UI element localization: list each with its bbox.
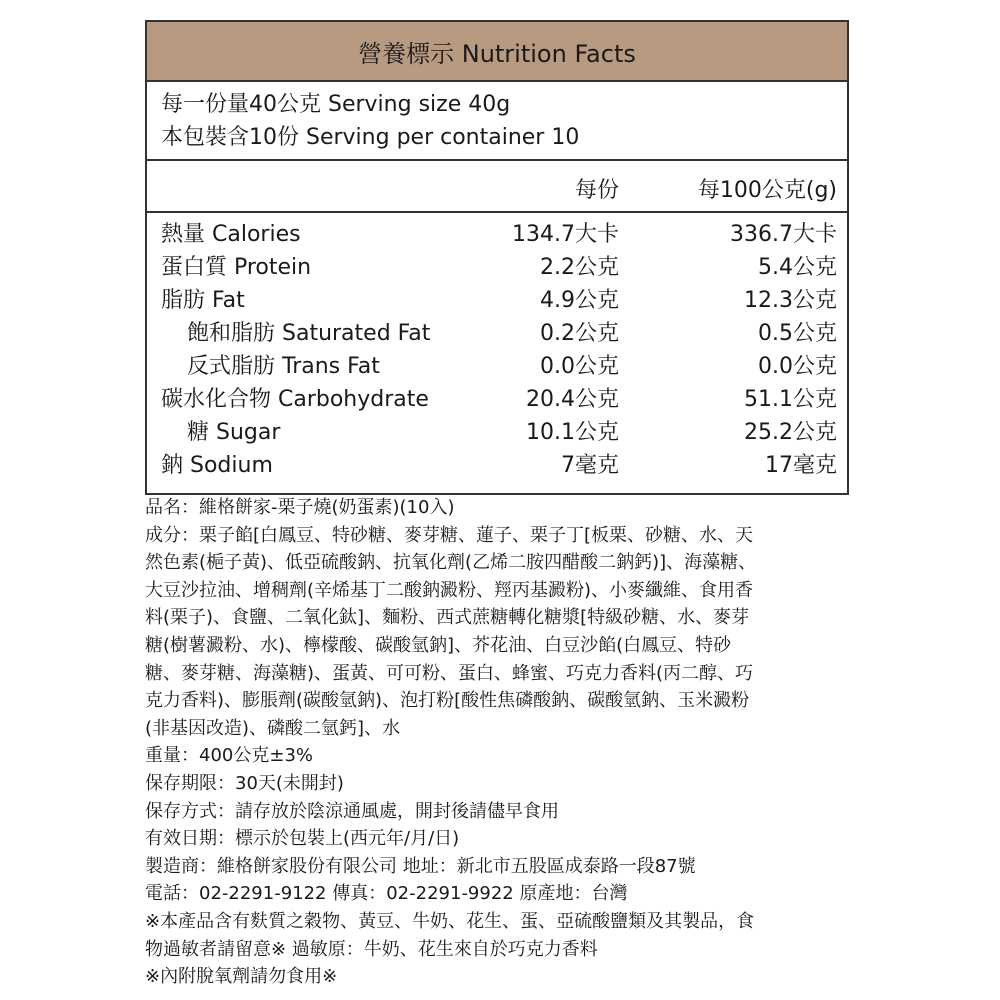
nutrient-label: 熱量 Calories: [161, 222, 301, 247]
per-100g-value: 12.3公克: [744, 288, 837, 313]
nutrient-label: 蛋白質 Protein: [161, 255, 312, 280]
contact-line: 電話：02-2291-9122 傳真：02-2291-9922 原產地：台灣: [145, 883, 628, 905]
nutrient-label: 糖 Sugar: [187, 420, 281, 445]
per-100g-value: 5.4公克: [758, 255, 837, 280]
per-100g-value: 17毫克: [765, 453, 837, 478]
expiry-line: 有效日期：標示於包裝上(西元年/月/日): [145, 828, 460, 850]
per-serving-value: 20.4公克: [526, 387, 619, 412]
allergen-line: ※本產品含有麩質之穀物、黃豆、牛奶、花生、蛋、亞硫酸鹽類及其製品，食: [145, 910, 755, 932]
allergen-line: 物過敏者請留意※ 過敏原：牛奶、花生來自於巧克力香料: [145, 938, 598, 960]
ingredients-line: 克力香料)、膨脹劑(碳酸氫鈉)、泡打粉[酸性焦磷酸鈉、碳酸氫鈉、玉米澱粉: [145, 690, 750, 712]
per-serving-value: 0.2公克: [540, 321, 619, 346]
per-100g-value: 336.7大卡: [730, 222, 837, 247]
ingredients-line: 糖(樹薯澱粉、水)、檸檬酸、碳酸氫鈉]、芥花油、白豆沙餡(白鳳豆、特砂: [145, 634, 732, 656]
ingredients-line: (非基因改造)、磷酸二氫鈣]、水: [145, 717, 401, 739]
per-serving-value: 7毫克: [561, 453, 619, 478]
per-100g-value: 25.2公克: [744, 420, 837, 445]
ingredients-line: 大豆沙拉油、增稠劑(辛烯基丁二酸鈉澱粉、羥丙基澱粉)、小麥纖維、食用香: [145, 579, 754, 601]
nutrient-rows: [147, 213, 847, 482]
manufacturer-line: 製造商：維格餅家股份有限公司 地址：新北市五股區成泰路一段87號: [145, 855, 696, 877]
nutrient-row-trans-fat: [147, 350, 847, 383]
weight-line: 重量：400公克±3%: [145, 745, 313, 767]
nutrient-row-calories: [147, 218, 847, 251]
shelf-life-line: 保存期限：30天(未開封): [145, 772, 344, 794]
per-100g-value: 51.1公克: [744, 387, 837, 412]
per-serving-value: 2.2公克: [540, 255, 619, 280]
per-100g-value: 0.0公克: [758, 354, 837, 379]
deoxidizer-warning-line: ※內附脫氧劑請勿食用※: [145, 966, 338, 988]
nutrient-row-sugar: [147, 416, 847, 449]
nutrient-label: 反式脂肪 Trans Fat: [187, 354, 380, 379]
per-serving-value: 10.1公克: [526, 420, 619, 445]
nutrient-label: 碳水化合物 Carbohydrate: [161, 387, 429, 412]
nutrient-row-saturated-fat: [147, 317, 847, 350]
per-serving-value: 4.9公克: [540, 288, 619, 313]
nutrition-facts-table: [145, 20, 849, 495]
ingredients-line: 然色素(梔子黃)、低亞硫酸鈉、抗氧化劑(乙烯二胺四醋酸二鈉鈣)]、海藻糖、: [145, 552, 757, 574]
serving-info: [147, 82, 847, 161]
ingredients-line: 糖、麥芽糖、海藻糖)、蛋黃、可可粉、蛋白、蜂蜜、巧克力香料(丙二醇、巧: [145, 662, 754, 684]
nutrient-row-protein: [147, 251, 847, 284]
product-name-line: 品名：維格餅家-栗子燒(奶蛋素)(10入): [145, 497, 455, 518]
nutrient-label: 鈉 Sodium: [161, 453, 273, 478]
nutrient-row-fat: [147, 284, 847, 317]
nutrient-label: 脂肪 Fat: [161, 288, 245, 313]
per-100g-value: 0.5公克: [758, 321, 837, 346]
nutrient-row-carbohydrate: [147, 383, 847, 416]
column-per-100g: 每100公克(g): [697, 178, 837, 203]
servings-per-container: 本包裝含10份 Serving per container 10: [161, 125, 580, 150]
per-serving-value: 0.0公克: [540, 354, 619, 379]
column-headers: [147, 161, 847, 213]
ingredients-line: 成分：栗子餡[白鳳豆、特砂糖、麥芽糖、蓮子、栗子丁[板栗、砂糖、水、天: [145, 524, 754, 546]
nutrient-row-sodium: [147, 449, 847, 482]
product-notes: [145, 494, 860, 991]
nutrition-title: 營養標示 Nutrition Facts: [147, 22, 847, 82]
per-serving-value: 134.7大卡: [512, 222, 619, 247]
storage-line: 保存方式：請存放於陰涼通風處，開封後請儘早食用: [145, 800, 559, 822]
serving-size: 每一份量40公克 Serving size 40g: [161, 92, 511, 117]
column-per-serving: 每份: [574, 178, 619, 203]
ingredients-line: 料(栗子)、食鹽、二氧化鈦]、麵粉、西式蔗糖轉化糖漿[特級砂糖、水、麥芽: [145, 607, 750, 629]
nutrient-label: 飽和脂肪 Saturated Fat: [187, 321, 431, 346]
